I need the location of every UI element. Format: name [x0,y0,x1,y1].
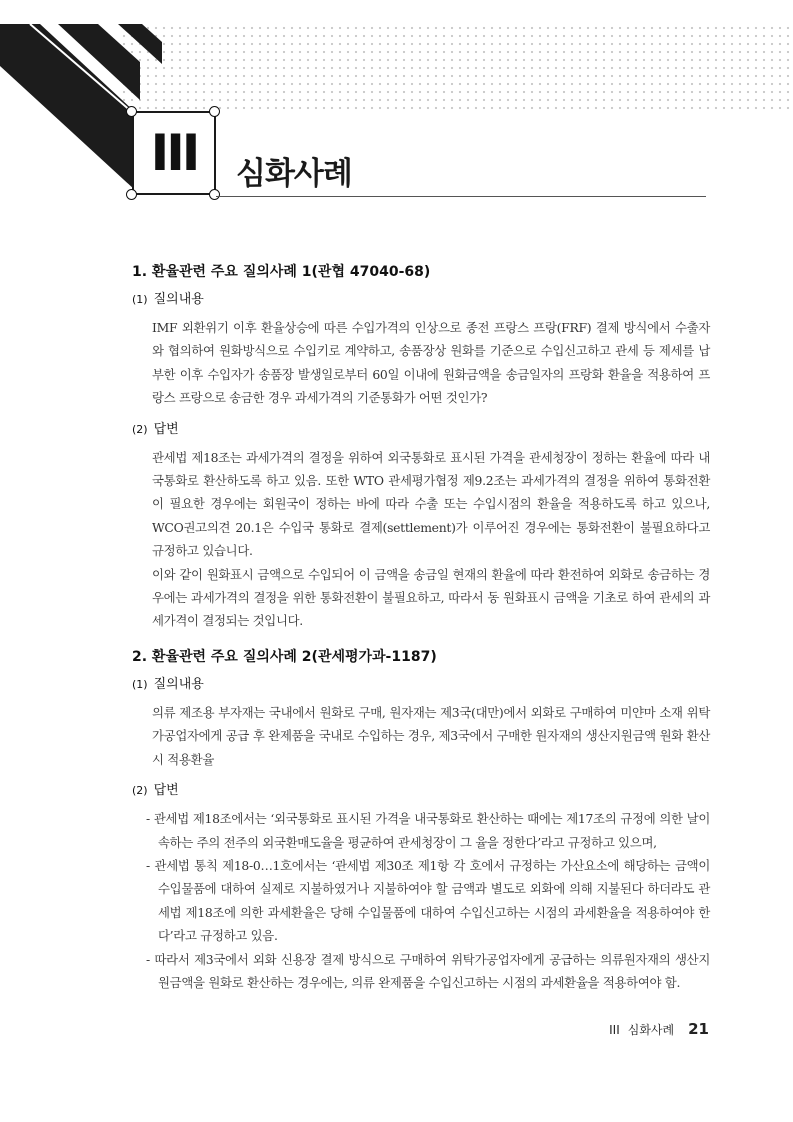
chapter-title-rule [216,196,706,197]
section-1-title: 1. 환율관련 주요 질의사례 1(관협 47040-68) [132,264,431,280]
list-item: - 관세법 제18조에서는 ‘외국통화로 표시된 가격을 내국통화로 환산하는 때에는 제17조의 규정에 의한 날이 속하는 주의 전주의 외국환매도율을 평균하여 관세청장이 그 율을 정한다’라고 규정하고 있으며, [146,811,710,850]
page-footer [609,1020,709,1038]
list-item: - 따라서 제3국에서 외화 신용장 결제 방식으로 구매하여 위탁가공업자에게 공급하는 의류원자재의 생산지원금액을 원화로 환산하는 경우에는, 의류 완제품을 수입신고하는 시점의 과세환율을 적용하여야 함. [146,951,710,990]
section-1-answer-heading [132,420,710,440]
section-2-answer-label: 답변 [153,783,179,799]
section-1-question-number: (1) [132,293,148,306]
section-1-answer-number: (2) [132,422,148,436]
list-item: - 관세법 통칙 제18-0…1호에서는 ‘관세법 제30조 제1항 각 호에서 규정하는 가산요소에 해당하는 금액이 수입물품에 대하여 실제로 지불하였거나 지불하여야 할 금액과 별도로 외화에 의해 지불된다 하더라도 관세법 제18조에 의한 과세환율은 당해 수입물품에 대하여 수입신고하는 시점의 과세환율을 적용하여야 한다’라고 규정하고 있음. [146,857,710,944]
footer-chapter-numeral: III [609,1023,620,1037]
section-2-question-text: 의류 제조용 부자재는 국내에서 원화로 구매, 원자재는 제3국(대만)에서 외화로 구매하여 미얀마 소재 위탁가공업자에게 공급 후 완제품을 국내로 수입하는 경우, 제3국에서 구매한 원자재의 생산지원금액 원화 환산시 적용환율 [152,704,710,767]
section-2-question-label: 질의내용 [153,676,204,692]
page-number: 21 [688,1020,709,1038]
chapter-title: 심화사례 [236,156,352,192]
footer-chapter-title: 심화사례 [627,1023,675,1037]
section-1-question-text: IMF 외환위기 이후 환율상승에 따른 수입가격의 인상으로 종전 프랑스 프랑(FRF) 결제 방식에서 수출자와 협의하여 원화방식으로 수입키로 계약하고, 송품장상 원화를 기준으로 수입신고하고 관세 등 제세를 납부한 이후 수입자가 송품장 발생일로부터 60일 이내에 원화금액을 송금일자의 프랑화 환율을 적용하여 프랑스 프랑으로 송금한 경우 과세가격의 기준통화가 어떤 것인가? [152,320,710,406]
chapter-number-box [132,111,216,195]
section-2-answer-number: (2) [132,784,148,798]
chapter-numeral: III [150,124,198,182]
corner-dot-icon [126,106,137,117]
section-1-answer-label: 답변 [153,421,179,437]
corner-dot-icon [209,106,220,117]
section-2-question-number: (1) [132,677,148,691]
section-1-question-heading [132,290,710,310]
section-2-answer-heading [132,781,710,801]
corner-dot-icon [126,189,137,200]
corner-dot-icon [209,189,220,200]
section-2-title: 2. 환율관련 주요 질의사례 2(관세평가과-1187) [132,648,437,665]
section-2-question-heading [132,675,710,695]
section-2-answer-list [146,807,710,994]
section-1-answer-paragraph-2: 이와 같이 원화표시 금액으로 수입되어 이 금액을 송금일 현재의 환율에 따라 환전하여 외화로 송금하는 경우에는 과세가격의 결정을 위한 통화전환이 불필요하고, 따라서 동 원화표시 금액을 기초로 하여 관세의 과세가격이 결정되는 것입니다. [152,566,710,629]
page-content [132,262,710,994]
section-1-question-label: 질의내용 [153,292,204,307]
section-1-answer-paragraph-1: 관세법 제18조는 과세가격의 결정을 위하여 외국통화로 표시된 가격을 관세청장이 정하는 환율에 따라 내국통화로 환산하도록 하고 있음. 또한 WTO 관세평가협정 제9.2조는 과세가격의 결정을 위하여 통화전환이 필요한 경우에는 회원국이 정하는 바에 따라 수출 또는 수입시점의 환율을 적용하도록 하고 있으나, WCO권고의견 20.1은 수입국 통화로 결제(settlement)가 이루어진 경우에는 통화전환이 불필요하다고 규정하고 있습니다. [152,449,710,559]
